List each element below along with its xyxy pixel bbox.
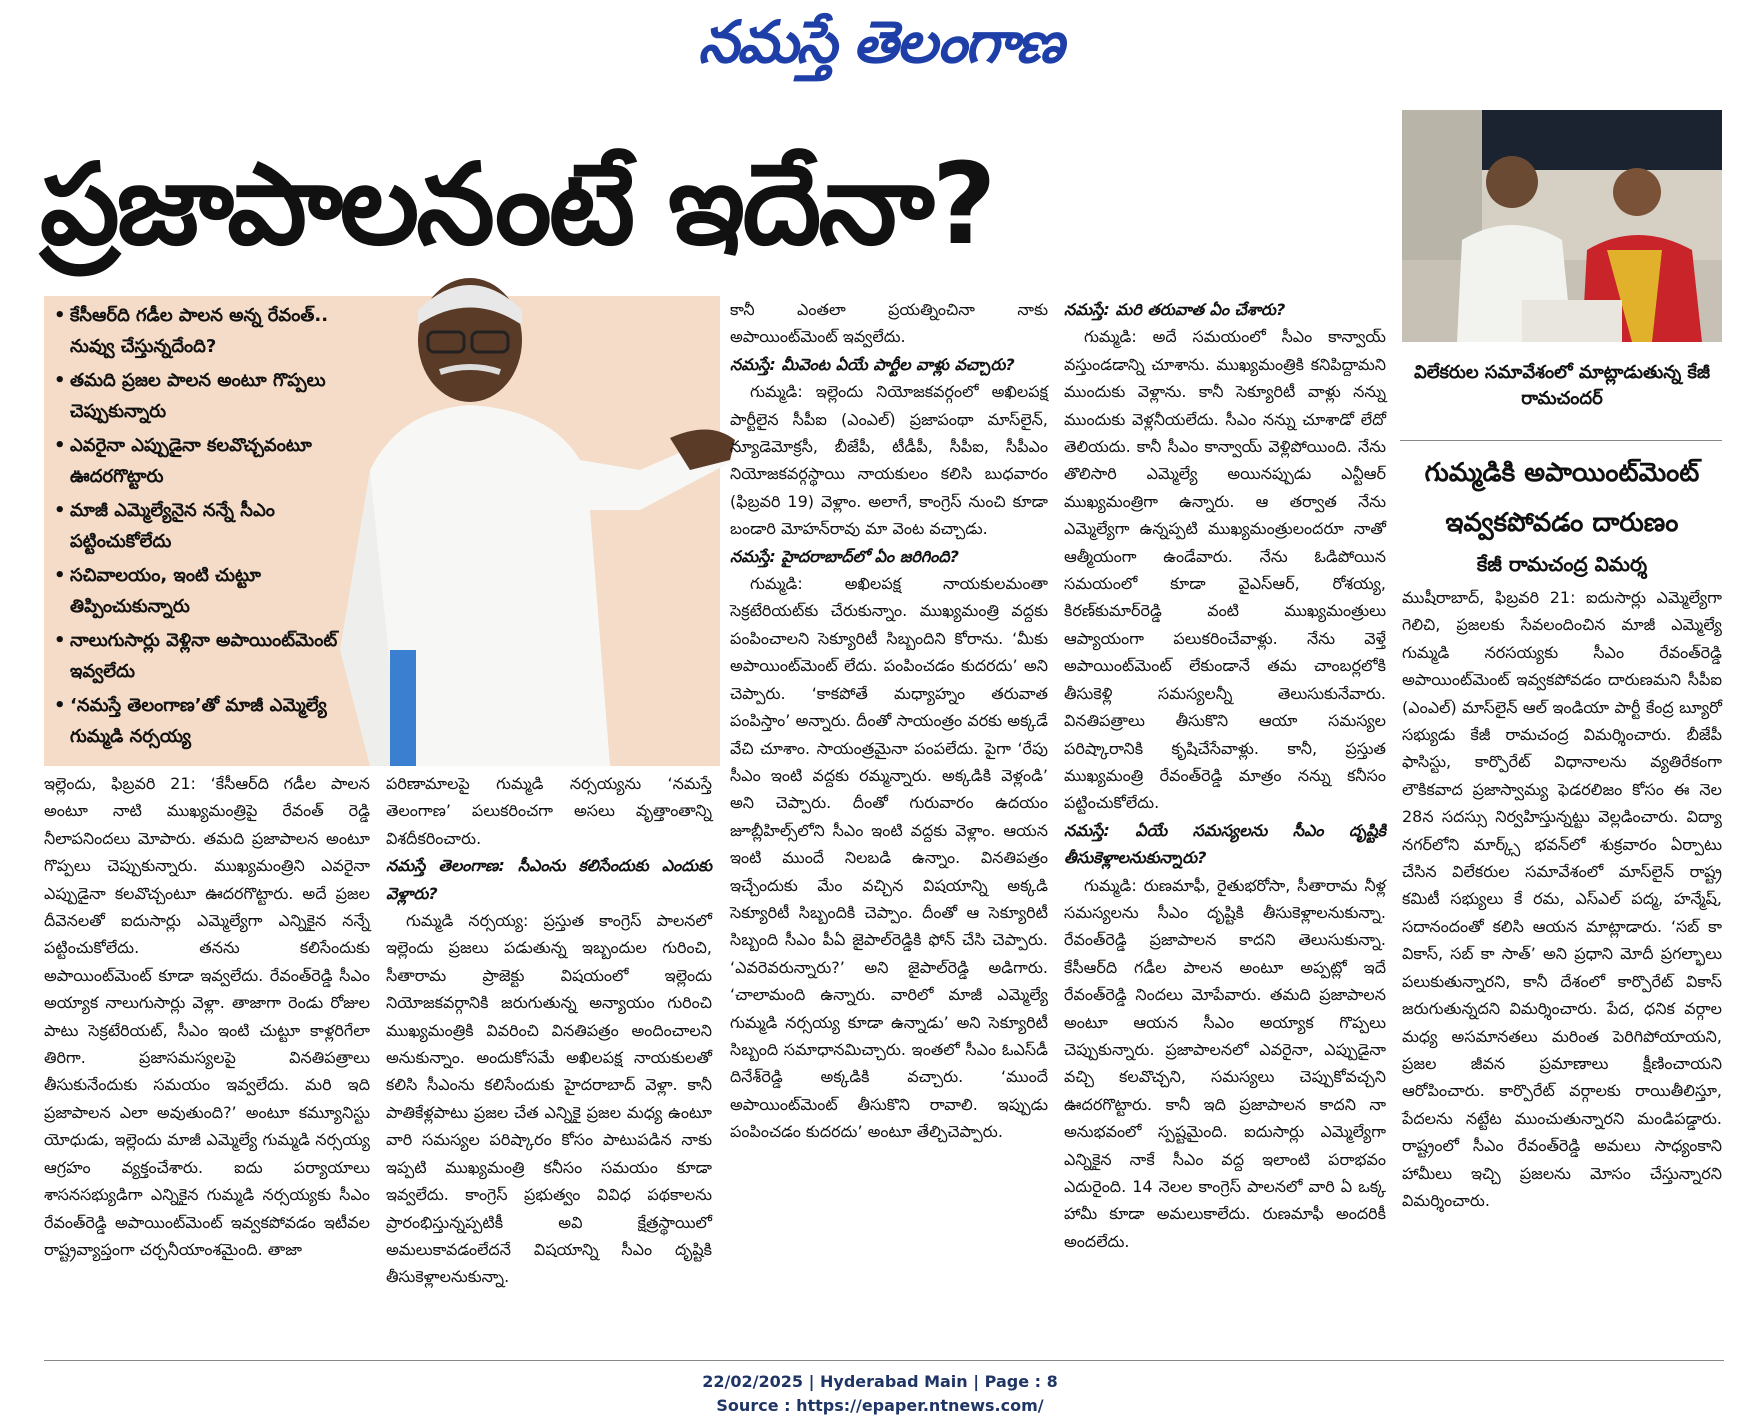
lead-paragraph: ఇల్లెందు, ఫిబ్రవరి 21: ‘కేసీఆర్‌ది గడీల పాలన అంటూ నాటి ముఖ్యమంత్రిపై రేవంత్ రెడ్డి నీలాపనిందలు మోపారు. తమది ప్రజాపాలన అంటూ గొప్పలు చెప్పుకున్నారు. ముఖ్యమంత్రిని ఎవరైనా ఎప్పుడైనా కలవొచ్చంటూ ఊదరగొట్టారు. అదే ప్రజల దీవెనలతో ఐదుసార్లు ఎమ్మెల్యేగా ఎన్నికైన నన్నే పట్టించుకోలేదు. తనను కలిసేందుకు అపాయింట్‌మెంట్ కూడా ఇవ్వలేదు. రేవంత్‌రెడ్డి సీఎం అయ్యాక నాలుగుసార్లు వెళ్లా. తాజాగా రెండు రోజుల పాటు సెక్రటేరియట్, సీఎం ఇంటి చుట్టూ కాళ్లరిగేలా తిరిగా. ప్రజాసమస్యలపై వినతిపత్రాలు తీసుకునేందుకు సమయం ఇవ్వలేదు. మరి ఇది ప్రజాపాలన ఎలా అవుతుంది?’ అంటూ కమ్యూనిస్టు యోధుడు, ఇల్లెందు మాజీ ఎమ్మెల్యే గుమ్మడి నర్సయ్య ఆగ్రహం వ్యక్తంచేశారు. ఐదు పర్యాయాలు శాసనసభ్యుడిగా ఎన్నికైన గుమ్మడి నర్సయ్యకు సీఎం రేవంత్‌రెడ్డి అపాయింట్‌మెంట్ ఇవ్వకపోవడం ఇటీవల రాష్ట్రవ్యాప్తంగా చర్చనీయాంశమైంది. తాజా <box>44 774 370 1259</box>
paragraph: ముషీరాబాద్, ఫిబ్రవరి 21: ఐదుసార్లు ఎమ్మెల్యేగా గెలిచి, ప్రజలకు సేవలందించిన మాజీ ఎమ్మెల్యే గుమ్మడి నరసయ్యకు సీఎం రేవంత్‌రెడ్డి అపాయింట్‌మెంట్ ఇవ్వకపోవడం దారుణమని సీపీఐ (ఎంఎల్) మాస్‌లైన్ ఆల్ ఇండియా పార్టీ కేంద్ర బ్యూరో సభ్యుడు కేజీ రామచంద్ర విమర్శించారు. బీజేపీ ఫాసిస్టు, కార్పొరేట్ విధానాలను వ్యతిరేకంగా లౌకికవాద ప్రజాస్వామ్య ఫెడరలిజం కోసం ఈ నెల 28న సదస్సు నిర్వహిస్తున్నట్టు వెల్లడించారు. విద్యా నగర్‌లోని మార్క్స్ భవన్‌లో శుక్రవారం ఏర్పాటు చేసిన విలేకరుల సమావేశంలో మాస్‌లైన్ రాష్ట్ర కమిటీ సభ్యులు కే రమ, ఎస్‌ఎల్ పద్మ, హన్మేష్, సదానందంతో కలిసి ఆయన మాట్లాడారు. ‘సబ్ కా వికాస్, సబ్ కా సాత్’ అని ప్రధాని మోదీ ప్రగల్భాలు పలుకుతున్నారని, కానీ దేశంలో కార్పొరేట్ వికాస్ జరుగుతున్నదని విమర్శించారు. పేద, ధనిక వర్గాల మధ్య అసమానతలు మరింత పెరిగిపోయాయని, ప్రజల జీవన ప్రమాణాలు క్షీణించాయని ఆరోపించారు. కార్పొరేట్ వర్గాలకు రాయితీలిస్తూ, పేదలను నట్టేట ముంచుతున్నారని మండిపడ్డారు. రాష్ట్రంలో సీఎం రేవంత్‌రెడ్డి అమలు సాధ్యంకాని హామీలు ఇచ్చి ప్రజలను మోసం చేస్తున్నారని విమర్శించారు. <box>1402 588 1722 1210</box>
side-photo <box>1402 110 1722 342</box>
masthead: నమస్తే తెలంగాణ <box>698 8 1062 76</box>
side-story-body <box>1402 584 1722 1214</box>
bullet-item: • ఎవరైనా ఎప్పుడైనా కలవొచ్చవంటూ ఊదరగొట్టారు <box>52 430 372 492</box>
footer-source: Source : https://epaper.ntnews.com/ <box>716 1396 1044 1415</box>
side-divider <box>1400 440 1722 441</box>
footer-divider <box>44 1360 1724 1361</box>
question: నమస్తే: మరి తరువాత ఏం చేశారు? <box>1064 300 1286 319</box>
paragraph: కానీ ఎంతలా ప్రయత్నించినా నాకు అపాయింట్‌మెంట్ ఇవ్వలేదు. <box>730 300 1048 347</box>
side-story-subhead: కేజీ రామచంద్ర విమర్శ <box>1476 552 1648 576</box>
question: నమస్తే: ఏయే సమస్యలను సీఎం దృష్టికి తీసుకెళ్లాలనుకున్నారు? <box>1064 820 1386 868</box>
question: నమస్తే: మీవెంట ఏయే పార్టీల వాళ్లు వచ్చారు? <box>730 354 1015 374</box>
question: నమస్తే తెలంగాణ: సీఎంను కలిసేందుకు ఎందుకు వెళ్లారు? <box>386 856 712 903</box>
bullet-item: • కేసీఆర్‌ది గడీల పాలన అన్న రేవంత్.. నువ్వు చేస్తున్నదేంది? <box>52 300 372 362</box>
headline: ప్రజాపాలనంటే ఇదేనా? <box>40 140 994 270</box>
photo-caption: విలేకరుల సమావేశంలో మాట్లాడుతున్న కేజీ రామచందర్ <box>1413 362 1711 409</box>
bullet-item: • ‘నమస్తే తెలంగాణ’తో మాజీ ఎమ్మెల్యే గుమ్మడి నర్సయ్య <box>52 690 372 752</box>
bullet-item: • సచివాలయం, ఇంటి చుట్టూ తిప్పించుకున్నారు <box>52 560 372 622</box>
answer-paragraph: గుమ్మడి: అదే సమయంలో సీఎం కాన్వాయ్ వస్తుండడాన్ని చూశాను. ముఖ్యమంత్రికి కనిపిద్దామని ముందుకు వెళ్లాను. కానీ సెక్యూరిటీ వాళ్లు నన్ను ముందుకు వెళ్లనీయలేదు. సీఎం నన్ను చూశాడో లేదో తెలియదు. కానీ సీఎం కాన్వాయ్ వెళ్లిపోయింది. నేను తొలిసారి ఎమ్మెల్యే అయినప్పుడు ఎన్టీఆర్ ముఖ్యమంత్రిగా ఉన్నారు. ఆ తర్వాత నేను ఎమ్మెల్యేగా ఉన్నప్పటి ముఖ్యమంత్రులందరూ నాతో ఆత్మీయంగా ఉండేవారు. నేను ఓడిపోయిన సమయంలో కూడా వైఎస్‌ఆర్, రోశయ్య, కిరణ్‌కుమార్‌రెడ్డి వంటి ముఖ్యమంత్రులు ఆప్యాయంగా పలుకరించేవాళ్లు. నేను వెళ్తే అపాయింట్‌మెంట్ లేకుండానే తమ చాంబర్లలోకి తీసుకెళ్లి సమస్యలన్నీ తెలుసుకునేవారు. వినతిపత్రాలు తీసుకొని ఆయా సమస్యల పరిష్కారానికి కృషిచేసేవాళ్లు. కానీ, ప్రస్తుత ముఖ్యమంత్రి రేవంత్‌రెడ్డి మాత్రం నన్ను కనీసం పట్టించుకోలేదు. <box>1064 327 1386 813</box>
answer-paragraph: గుమ్మడి: రుణమాఫీ, రైతుభరోసా, సీతారామ నీళ్ల సమస్యలను సీఎం దృష్టికి తీసుకెళ్లాలనుకున్నా. రేవంత్‌రెడ్డి ప్రజాపాలన కాదని తెలుసుకున్నా. కేసీఆర్‌ది గడీల పాలన అంటూ అప్పట్లో ఇదే రేవంత్‌రెడ్డి నిందలు మోపేవారు. తమది ప్రజాపాలన అంటూ ఆయన సీఎం అయ్యాక గొప్పలు చెప్పుకున్నారు. ప్రజాపాలనలో ఎవరైనా, ఎప్పుడైనా వచ్చి కలవొచ్చని, సమస్యలు చెప్పుకోవచ్చని ఊదరగొట్టారు. కానీ ఇది ప్రజాపాలన కాదని నా అనుభవంలో స్పష్టమైంది. ఐదుసార్లు ఎమ్మెల్యేగా ఎన్నికైన నాకే సీఎం వద్ద ఇలాంటి పరాభవం ఎదురైంది. 14 నెలల కాంగ్రెస్ పాలనలో వారి ఏ ఒక్క హామీ కూడా అమలుకాలేదు. రుణమాఫీ అందరికీ అందలేదు. <box>1064 875 1386 1251</box>
question: నమస్తే: హైదరాబాద్‌లో ఏం జరిగింది? <box>730 546 959 566</box>
bullet-item: • నాలుగుసార్లు వెళ్లినా అపాయింట్‌మెంట్ ఇవ్వలేదు <box>52 625 372 687</box>
answer-paragraph: గుమ్మడి: అఖిలపక్ష నాయకులమంతా సెక్రటేరియట్‌కు చేరుకున్నాం. ముఖ్యమంత్రి వద్దకు పంపించాలని సెక్యూరిటీ సిబ్బందిని కోరాను. ‘మీకు అపాయింట్‌మెంట్ లేదు. పంపించడం కుదరదు’ అని చెప్పారు. ‘కాకపోతే మధ్యాహ్నం తరువాత పంపిస్తాం’ అన్నారు. దీంతో సాయంత్రం వరకు అక్కడే వేచి చూశాం. సాయంత్రమైనా పంపలేదు. పైగా ‘రేపు సీఎం ఇంటి వద్దకు రమ్మన్నారు. అక్కడికి వెళ్లండి’ అని చెప్పారు. దీంతో గురువారం ఉదయం జూబ్లీహిల్స్‌లోని సీఎం ఇంటి వద్దకు వెళ్లాం. ఆయన ఇంటి ముందే నిలబడి ఉన్నాం. వినతిపత్రం ఇచ్చేందుకు మేం వచ్చిన విషయాన్ని అక్కడి సెక్యూరిటీ సిబ్బందికి చెప్పాం. దీంతో ఆ సెక్యూరిటీ సిబ్బంది సీఎం పీఏ జైపాల్‌రెడ్డికి ఫోన్ చేసి చెప్పారు. ‘ఎవరెవరున్నారు?’ అని జైపాల్‌రెడ్డి అడిగారు. ‘చాలామంది ఉన్నారు. వారిలో మాజీ ఎమ్మెల్యే గుమ్మడి నర్సయ్య కూడా ఉన్నాడు’ అని సెక్యూరిటీ సిబ్బంది సమాధానమిచ్చారు. ఇంతలో సీఎం ఓఎస్‌డీ దినేశ్‌రెడ్డి అక్కడికి వచ్చారు. ‘ముందే అపాయింట్‌మెంట్ తీసుకొని రావాలి. ఇప్పుడు పంపించడం కుదరదు’ అంటూ తేల్చిచెప్పారు. <box>730 574 1048 1142</box>
article-column-2 <box>386 770 712 1291</box>
politician-photo <box>340 270 740 766</box>
bullet-item: • మాజీ ఎమ్మెల్యేనైన నన్నే సీఎం పట్టించుకోలేదు <box>52 495 372 557</box>
bullet-list <box>52 300 372 755</box>
article-column-1 <box>44 770 370 1263</box>
paragraph: పరిణామాలపై గుమ్మడి నర్సయ్యను ‘నమస్తే తెలంగాణ’ పలుకరించగా అసలు వృత్తాంతాన్ని విశదీకరించారు. <box>386 774 712 848</box>
answer-paragraph: గుమ్మడి నర్సయ్య: ప్రస్తుత కాంగ్రెస్ పాలనలో ఇల్లెందు ప్రజలు పడుతున్న ఇబ్బందుల గురించి, సీతారామ ప్రాజెక్టు విషయంలో ఇల్లెందు నియోజకవర్గానికి జరుగుతున్న అన్యాయం గురించి ముఖ్యమంత్రికి వివరించి వినతిపత్రం అందించాలని అనుకున్నాం. అందుకోసమే అఖిలపక్ష నాయకులతో కలిసి సీఎంను కలిసేందుకు హైదరాబాద్ వెళ్లా. కానీ పాతికేళ్లపాటు ప్రజల చేత ఎన్నికై ప్రజల మధ్య ఉంటూ వారి సమస్యల పరిష్కారం కోసం పాటుపడిన నాకు ఇప్పటి ముఖ్యమంత్రి కనీసం సమయం కూడా ఇవ్వలేదు. కాంగ్రెస్ ప్రభుత్వం వివిధ పథకాలను ప్రారంభిస్తున్నప్పటికీ అవి క్షేత్రస్థాయిలో అమలుకావడంలేదనే విషయాన్ని సీఎం దృష్టికి తీసుకెళ్లాలనుకున్నా. <box>386 911 712 1287</box>
article-column-4 <box>1064 296 1386 1255</box>
bullet-item: • తమది ప్రజల పాలన అంటూ గొప్పలు చెప్పుకున్నారు <box>52 365 372 427</box>
footer-dateline: 22/02/2025 | Hyderabad Main | Page : 8 <box>702 1372 1058 1391</box>
side-story-headline: గుమ్మడికి అపాయింట్‌మెంట్ ఇవ్వకపోవడం దారుణం <box>1424 458 1700 538</box>
answer-paragraph: గుమ్మడి: ఇల్లెందు నియోజకవర్గంలో అఖిలపక్ష పార్టీలైన సీపీఐ (ఎంఎల్) ప్రజాపంథా మాస్‌లైన్, న్యూడెమోక్రసీ, బీజేపీ, టీడీపీ, సీపీఐ, సీపీఎం నియోజకవర్గస్థాయి నాయకులం కలిసి బుధవారం (ఫిబ్రవరి 19) వెళ్లాం. అలాగే, కాంగ్రెస్ నుంచి కూడా బండారి మోహన్‌రావు మా వెంట వచ్చాడు. <box>730 382 1048 539</box>
article-column-3 <box>730 296 1048 1146</box>
